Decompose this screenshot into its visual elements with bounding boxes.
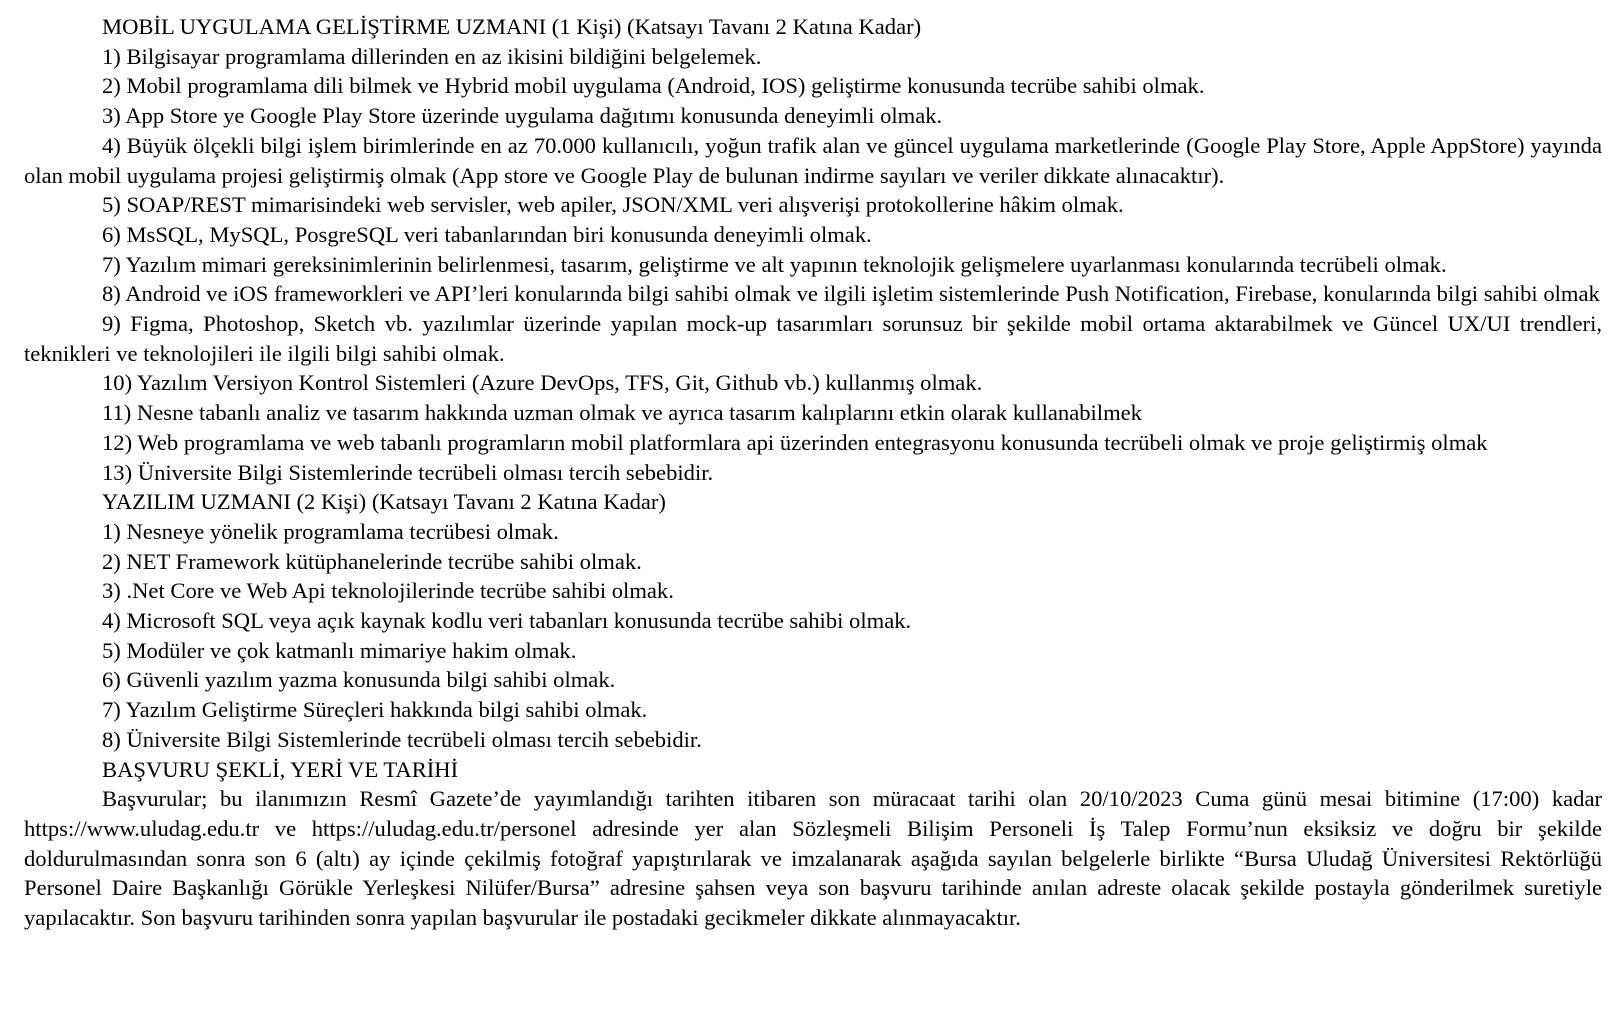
- mobile-requirement-2: 2) Mobil programlama dili bilmek ve Hybrid mobil uygulama (Android, IOS) geliştirme konusunda tecrübe sahibi olmak.: [102, 73, 1205, 99]
- mobile-requirement-5: 5) SOAP/REST mimarisindeki web servisler, web apiler, JSON/XML veri alışverişi protokollerine hâkim olmak.: [102, 192, 1124, 218]
- mobile-requirement-9: 9) Figma, Photoshop, Sketch vb. yazılımlar üzerinde yapılan mock-up tasarımları sorunsuz bir şekilde mobil ortama aktarabilmek ve Güncel UX/UI trendleri, teknikleri ve teknolojileri ile ilgili bilgi sahibi olmak.: [24, 311, 1602, 366]
- mobile-requirement-1: 1) Bilgisayar programlama dillerinden en az ikisini bildiğini belgelemek.: [102, 43, 762, 69]
- application-heading: BAŞVURU ŞEKLİ, YERİ VE TARİHİ: [102, 756, 459, 782]
- mobile-requirement-7: 7) Yazılım mimari gereksinimlerinin belirlenmesi, tasarım, geliştirme ve alt yapının teknolojik gelişmelere uyarlanması konularında tecrübeli olmak.: [102, 251, 1447, 277]
- application-body: Başvurular; bu ilanımızın Resmî Gazete’de yayımlandığı tarihten itibaren son müracaat tarihi olan 20/10/2023 Cuma günü mesai bitimine (17:00) kadar https://www.uludag.edu.tr ve https://uludag.edu.tr/personel adresinde yer alan Sözleşmeli Bilişim Personeli İş Talep Formu’nun eksiksiz ve doğru bir şekilde doldurulmasından sonra son 6 (altı) ay içinde çekilmiş fotoğraf yapıştırılarak ve imzalanarak aşağıda sayılan belgelerle birlikte “Bursa Uludağ Üniversitesi Rektörlüğü Personel Daire Başkanlığı Görükle Yerleşkesi Nilüfer/Bursa” adresine şahsen veya son başvuru tarihinde anılan adreste olacak şekilde postayla gönderilmek suretiyle yapılacaktır. Son başvuru tarihinden sonra yapılan başvurular ile postadaki gecikmeler dikkate alınmayacaktır.: [24, 786, 1602, 931]
- software-requirement-4: 4) Microsoft SQL veya açık kaynak kodlu veri tabanları konusunda tecrübe sahibi olmak.: [102, 608, 912, 634]
- software-specialist-heading: YAZILIM UZMANI (2 Kişi) (Katsayı Tavanı 2 Katına Kadar): [102, 489, 666, 515]
- mobile-requirement-11: 11) Nesne tabanlı analiz ve tasarım hakkında uzman olmak ve ayrıca tasarım kalıplarını etkin olarak kullanabilmek: [102, 400, 1142, 426]
- software-requirement-1: 1) Nesneye yönelik programlama tecrübesi olmak.: [102, 518, 559, 544]
- software-requirement-7: 7) Yazılım Geliştirme Süreçleri hakkında bilgi sahibi olmak.: [102, 697, 648, 723]
- mobile-requirement-6: 6) MsSQL, MySQL, PosgreSQL veri tabanlarından biri konusunda deneyimli olmak.: [102, 221, 872, 247]
- mobile-requirement-3: 3) App Store ye Google Play Store üzerinde uygulama dağıtımı konusunda deneyimli olmak.: [102, 103, 943, 129]
- software-requirement-8: 8) Üniversite Bilgi Sistemlerinde tecrübeli olması tercih sebebidir.: [102, 726, 702, 752]
- application-section: [24, 755, 1602, 933]
- software-requirement-5: 5) Modüler ve çok katmanlı mimariye hakim olmak.: [102, 637, 577, 663]
- mobile-requirement-13: 13) Üniversite Bilgi Sistemlerinde tecrübeli olması tercih sebebidir.: [102, 459, 714, 485]
- mobile-requirement-12: 12) Web programlama ve web tabanlı programların mobil platformlara api üzerinden entegrasyonu konusunda tecrübeli olmak ve proje geliştirmiş olmak: [102, 429, 1488, 455]
- mobile-developer-section: [24, 12, 1602, 487]
- mobile-requirement-8: 8) Android ve iOS frameworkleri ve API’leri konularında bilgi sahibi olmak ve ilgili işletim sistemlerinde Push Notification, Firebase, konularında bilgi sahibi olmak: [102, 281, 1600, 307]
- document-page: [24, 12, 1602, 933]
- mobile-requirement-10: 10) Yazılım Versiyon Kontrol Sistemleri (Azure DevOps, TFS, Git, Github vb.) kullanmış olmak.: [102, 370, 983, 396]
- mobile-developer-heading: MOBİL UYGULAMA GELİŞTİRME UZMANI (1 Kişi) (Katsayı Tavanı 2 Katına Kadar): [102, 14, 922, 39]
- software-requirement-6: 6) Güvenli yazılım yazma konusunda bilgi sahibi olmak.: [102, 667, 616, 693]
- software-requirement-3: 3) .Net Core ve Web Api teknolojilerinde tecrübe sahibi olmak.: [102, 578, 674, 604]
- mobile-requirement-4: 4) Büyük ölçekli bilgi işlem birimlerinde en az 70.000 kullanıcılı, yoğun trafik alan ve güncel uygulama marketlerinde (Google Play Store, Apple AppStore) yayında olan mobil uygulama projesi geliştirmiş olmak (App store ve Google Play de bulunan indirme sayıları ve veriler dikkate alınacaktır).: [24, 132, 1602, 188]
- software-requirement-2: 2) NET Framework kütüphanelerinde tecrübe sahibi olmak.: [102, 548, 642, 574]
- software-specialist-section: [24, 487, 1602, 754]
